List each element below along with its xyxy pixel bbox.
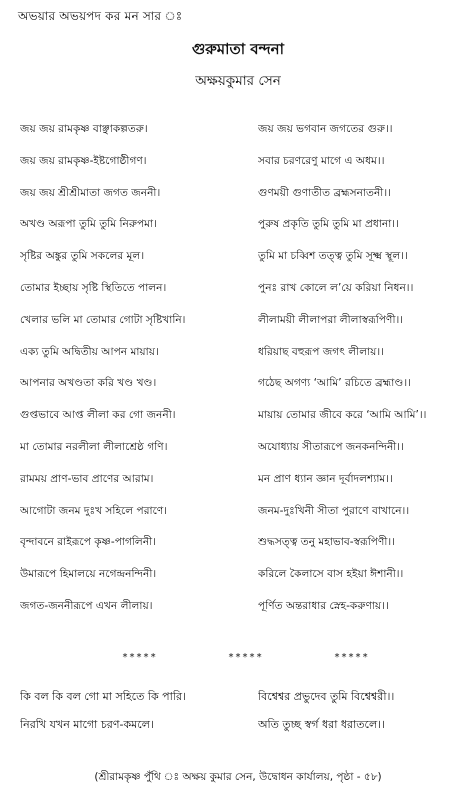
verse-row bbox=[20, 376, 470, 408]
page-title: গুরুমাতা বন্দনা bbox=[191, 40, 284, 58]
verse-left: নিরখি যখন মাগো চরণ-কমলে। bbox=[20, 718, 154, 731]
verse-right: জয় জয় ভগবান জগতের গুরু।। bbox=[258, 123, 393, 135]
verse-list bbox=[20, 122, 470, 631]
source-citation: (শ্রীরামকৃষ্ণ পুঁথি ঃ অক্ষয় কুমার সেন, উদ্বোধন কার্যালয়, পৃষ্ঠা - ৫৮) bbox=[94, 771, 382, 783]
verse-left: জয় জয় রামকৃষ্ণ বাঞ্ছাকল্পতরু। bbox=[20, 123, 148, 135]
verse-right: শুদ্ধসত্ত্ব তনু মহাভাব-স্বরূপিণী।। bbox=[258, 536, 395, 549]
verse-left: জয় জয় শ্রীশ্রীমাতা জগত জননী। bbox=[20, 186, 161, 199]
verse-right: করিলে কৈলাসে বাস হইয়া ঈশানী।। bbox=[258, 568, 404, 581]
verse-left: জয় জয় রামকৃষ্ণ-ইষ্টগোষ্ঠীগণ। bbox=[20, 154, 147, 167]
verse-right: অযোধ্যায় সীতারূপে জনকনন্দিনী।। bbox=[258, 440, 404, 453]
section-separator bbox=[0, 652, 476, 668]
verse-row bbox=[20, 535, 470, 567]
verse-row bbox=[20, 345, 470, 377]
separator-stars: ***** bbox=[122, 652, 158, 663]
verse-left: বৃন্দাবনে রাইরূপে কৃষ্ণ-পাগলিনী। bbox=[20, 536, 156, 549]
verse-left: তোমার ইচ্ছায় সৃষ্টি স্থিতিতে পালন। bbox=[20, 281, 167, 294]
verse-right: পুরুষ প্রকৃতি তুমি তুমি মা প্রধানা।। bbox=[258, 218, 399, 231]
verse-right: ধরিয়াছ বহুরূপ জগৎ লীলায়।। bbox=[258, 345, 384, 358]
verse-right: গঠেছ অগণ্য ‘আমি’ রচিতে ব্রহ্মাণ্ড।। bbox=[258, 377, 411, 390]
verse-row bbox=[20, 716, 470, 744]
verse-right: অতি তুচ্ছ স্বর্গ ধরা ধরাতলে।। bbox=[258, 718, 386, 731]
verse-row bbox=[20, 472, 470, 504]
verse-left: রামময় প্রাণ-ভাব প্রাণের আরাম। bbox=[20, 472, 154, 485]
verse-row bbox=[20, 688, 470, 716]
verse-right: মন প্রাণ ধ্যান জ্ঞান দূর্বাদলশ্যাম।। bbox=[258, 472, 393, 485]
verse-left: আগোটা জনম দুঃখ সহিলে পরাণে। bbox=[20, 504, 168, 517]
verse-row bbox=[20, 440, 470, 472]
author-name: অক্ষয়কুমার সেন bbox=[195, 73, 281, 89]
verse-right: জনম-দুঃখিনী সীতা পুরাণে বাখানে।। bbox=[258, 504, 410, 517]
verse-left: উমারূপে হিমালয়ে নগেন্দ্রনন্দিনী। bbox=[20, 568, 157, 581]
verse-row bbox=[20, 599, 470, 631]
verse-row bbox=[20, 217, 470, 249]
verse-right: সবার চরণরেণু মাগে এ অধম।। bbox=[258, 154, 385, 167]
verse-row bbox=[20, 154, 470, 186]
verse-left: এক্য তুমি অদ্বিতীয় আপন মায়ায়। bbox=[20, 345, 159, 358]
separator-stars: ***** bbox=[228, 652, 264, 663]
verse-left: কি বল কি বল গো মা সহিতে কি পারি। bbox=[20, 690, 186, 703]
verse-row bbox=[20, 186, 470, 218]
verse-right: বিশ্বেশ্বর প্রভুদেব তুমি বিশ্বেশ্বরী।। bbox=[258, 690, 395, 703]
verse-left: অখণ্ড অরূপা তুমি তুমি নিরুপমা। bbox=[20, 218, 157, 231]
verse-right: পূর্ণিত অন্তরাধার স্নেহ-করুণায়।। bbox=[258, 599, 389, 612]
verse-left: সৃষ্টির অঙ্কুর তুমি সকলের মূল। bbox=[20, 250, 145, 263]
verse-left: খেলার ভলি মা তোমার গোটা সৃষ্টিখানি। bbox=[20, 313, 186, 326]
header-line: অভয়ার অভয়পদ কর মন সার ঃ bbox=[18, 9, 183, 23]
verse-right: লীলাময়ী লীলাপরা লীলাস্বরূপিণী।। bbox=[258, 313, 404, 326]
verse-row bbox=[20, 249, 470, 281]
verse-right: গুণময়ী গুণাতীত ব্রহ্মসনাতনী।। bbox=[258, 186, 391, 199]
verse-left: গুপ্তভাবে আপ্ত লীলা কর গো জননী। bbox=[20, 409, 176, 422]
separator-stars: ***** bbox=[334, 652, 370, 663]
verse-row bbox=[20, 504, 470, 536]
verse-row bbox=[20, 122, 470, 154]
verse-left: আপনার অখণ্ডতা করি খণ্ড খণ্ড। bbox=[20, 377, 157, 390]
verse-right: পুনঃ রাখ কোলে ল’য়ে করিয়া নিধন।। bbox=[258, 281, 414, 294]
verse-right: মায়ায় তোমার জীবে করে ‘আমি আমি’।। bbox=[258, 409, 427, 422]
verse-left: জগত-জননীরূপে এখন লীলায়। bbox=[20, 599, 153, 612]
verse-left: মা তোমার নরলীলা লীলাশ্রেষ্ঠ গণি। bbox=[20, 440, 168, 453]
verse-row bbox=[20, 281, 470, 313]
verse-row bbox=[20, 567, 470, 599]
verse-list-closing bbox=[20, 688, 470, 744]
verse-row bbox=[20, 313, 470, 345]
verse-right: তুমি মা চব্বিশ তত্ত্ব তুমি সূক্ষ্ম স্থূল।। bbox=[258, 250, 408, 263]
verse-row bbox=[20, 408, 470, 440]
